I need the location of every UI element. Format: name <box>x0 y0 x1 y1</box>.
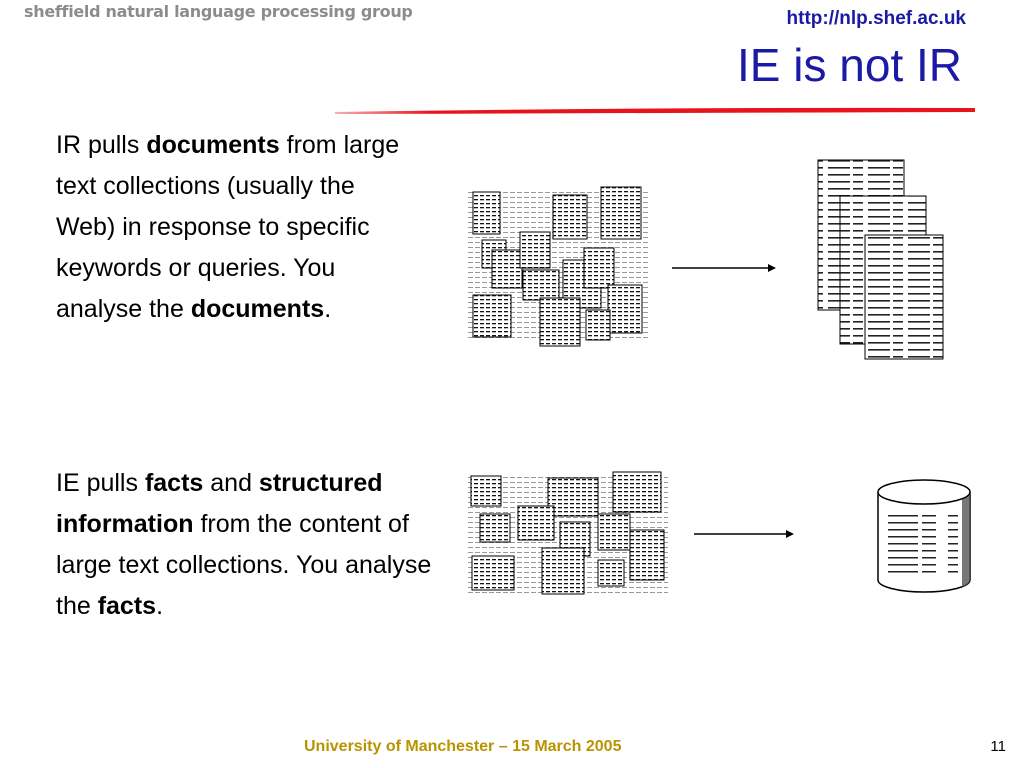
arrow-right-icon <box>694 530 794 538</box>
ir-text-2: from large text collections (usually the Web) in response to specific keywords or queries. You analyse the <box>56 131 400 323</box>
slide-title: IE is not IR <box>737 39 962 91</box>
ie-bold-facts-2: facts <box>97 592 157 620</box>
ir-bold-documents-2: documents <box>190 295 325 323</box>
ie-figure <box>468 470 988 610</box>
document-stack-icon <box>818 160 943 359</box>
logo-text: sheffield natural language processing group <box>24 2 413 21</box>
ie-bold-structured-information: structured information <box>56 469 383 538</box>
ie-bold-facts: facts <box>144 469 204 497</box>
ie-text-1: IE pulls <box>56 469 145 497</box>
page-number: 11 <box>990 738 1006 755</box>
ie-description <box>56 463 436 627</box>
ir-description <box>56 125 416 330</box>
title-underline <box>335 106 975 116</box>
ie-text-4: . <box>156 592 164 620</box>
scattered-documents-icon <box>468 472 668 596</box>
arrow-right-icon <box>672 264 776 272</box>
header-url[interactable]: http://nlp.shef.ac.uk <box>786 8 966 29</box>
ir-text-1: IR pulls <box>56 131 147 159</box>
scattered-documents-icon <box>468 187 648 346</box>
ir-bold-documents: documents <box>146 131 280 159</box>
ie-text-3: from the content of large text collections. You analyse the <box>56 510 432 620</box>
ie-text-2: and <box>203 469 259 497</box>
ir-figure <box>468 150 968 360</box>
footer-text: University of Manchester – 15 March 2005 <box>304 738 622 755</box>
ir-text-3: . <box>324 295 332 323</box>
database-cylinder-icon <box>878 480 970 592</box>
